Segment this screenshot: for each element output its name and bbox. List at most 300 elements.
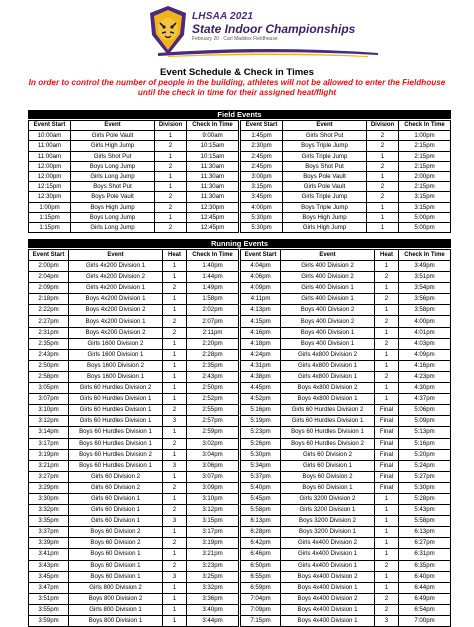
table-cell: 6:42pm bbox=[241, 538, 281, 549]
table-cell: Girls 60 Hurdles Division 1 bbox=[69, 405, 163, 416]
table-cell: 4:37pm bbox=[399, 394, 451, 405]
table-cell: 3:10pm bbox=[187, 493, 239, 504]
table-cell: 1 bbox=[367, 202, 399, 212]
table-cell: 9:00am bbox=[187, 131, 239, 141]
table-cell: 1 bbox=[163, 427, 187, 438]
table-row bbox=[241, 416, 451, 427]
table-cell: 4:16pm bbox=[241, 327, 281, 338]
table-cell: Girls Shot Put bbox=[283, 131, 367, 141]
table-row bbox=[29, 305, 239, 316]
table-row bbox=[29, 182, 239, 192]
table-cell: 3:58pm bbox=[399, 305, 451, 316]
table-cell: 2 bbox=[375, 272, 399, 283]
table-cell: 3:02pm bbox=[187, 438, 239, 449]
table-cell: 2:31pm bbox=[29, 327, 69, 338]
table-cell: Girls 3200 Division 1 bbox=[281, 505, 375, 516]
table-cell: 2:15pm bbox=[399, 141, 451, 151]
notice-line-1: In order to control the number of people in the building, athletes will not be allowed to enter the Fieldhouse bbox=[28, 78, 446, 87]
table-row bbox=[241, 604, 451, 615]
table-row bbox=[29, 360, 239, 371]
table-header-row bbox=[29, 121, 239, 131]
table-row bbox=[29, 192, 239, 202]
table-row bbox=[241, 305, 451, 316]
table-cell: 5:26pm bbox=[241, 438, 281, 449]
table-cell: Girls 1600 Division 1 bbox=[69, 349, 163, 360]
table-row bbox=[241, 482, 451, 493]
table-cell: Girls 60 Division 2 bbox=[69, 471, 163, 482]
table-cell: 11:30am bbox=[187, 182, 239, 192]
table-cell: 1 bbox=[367, 212, 399, 222]
table-row bbox=[241, 427, 451, 438]
table-row bbox=[29, 571, 239, 582]
running-events-table-right bbox=[240, 249, 451, 627]
notice-line-2: until the check in time for their assigned heat/flight bbox=[137, 87, 337, 97]
table-cell: 1 bbox=[163, 604, 187, 615]
table-cell: Boys High Jump bbox=[283, 212, 367, 222]
table-cell: 4:01pm bbox=[399, 327, 451, 338]
table-cell: 2 bbox=[163, 538, 187, 549]
table-cell: 5:45pm bbox=[241, 493, 281, 504]
table-cell: 3:12pm bbox=[29, 416, 69, 427]
table-cell: 6:54pm bbox=[399, 604, 451, 615]
table-cell: 2:45pm bbox=[241, 161, 283, 171]
table-cell: Girls 60 Hurdles Division 2 bbox=[69, 383, 163, 394]
table-cell: 2:43pm bbox=[29, 349, 69, 360]
table-row bbox=[29, 283, 239, 294]
table-cell: 12:00pm bbox=[29, 172, 71, 182]
table-row bbox=[241, 394, 451, 405]
table-row bbox=[29, 338, 239, 349]
table-cell: 5:23pm bbox=[241, 427, 281, 438]
table-cell: 6:59pm bbox=[241, 582, 281, 593]
table-cell: 2 bbox=[163, 316, 187, 327]
table-cell: 2:00pm bbox=[399, 172, 451, 182]
table-row bbox=[241, 527, 451, 538]
table-cell: 1:15pm bbox=[29, 223, 71, 233]
table-row bbox=[241, 516, 451, 527]
table-cell: 3:32pm bbox=[187, 582, 239, 593]
table-cell: 1 bbox=[367, 172, 399, 182]
table-cell: 2:09pm bbox=[29, 283, 69, 294]
table-cell: Girls 60 Division 1 bbox=[69, 505, 163, 516]
table-cell: 1 bbox=[163, 272, 187, 283]
table-cell: Final bbox=[375, 449, 399, 460]
table-cell: 7:15pm bbox=[241, 616, 281, 627]
table-cell: Boys 400 Division 2 bbox=[281, 316, 375, 327]
table-cell: 2 bbox=[163, 405, 187, 416]
table-cell: 12:00pm bbox=[29, 161, 71, 171]
table-cell: Boys 60 Hurdles Division 1 bbox=[69, 460, 163, 471]
column-header: Event bbox=[283, 121, 367, 131]
running-events-section bbox=[28, 239, 451, 627]
table-cell: Girls Shot Put bbox=[71, 151, 155, 161]
column-header: Check In Time bbox=[399, 250, 451, 261]
table-row bbox=[241, 383, 451, 394]
table-cell: 1 bbox=[375, 394, 399, 405]
table-cell: 1 bbox=[163, 549, 187, 560]
table-cell: 1 bbox=[163, 493, 187, 504]
table-cell: 5:30pm bbox=[241, 449, 281, 460]
table-cell: 5:30pm bbox=[241, 212, 283, 222]
table-cell: 3:37pm bbox=[29, 527, 69, 538]
table-cell: Boys 1600 Division 2 bbox=[69, 360, 163, 371]
table-cell: 3:15pm bbox=[187, 516, 239, 527]
table-cell: 5:58pm bbox=[399, 516, 451, 527]
table-cell: 2:22pm bbox=[29, 305, 69, 316]
table-cell: 11:00am bbox=[29, 141, 71, 151]
table-cell: 4:23pm bbox=[399, 371, 451, 382]
table-cell: Boys 400 Division 1 bbox=[281, 338, 375, 349]
table-cell: Boys 3200 Division 1 bbox=[281, 527, 375, 538]
table-row bbox=[241, 182, 451, 192]
table-cell: 4:52pm bbox=[241, 394, 281, 405]
table-cell: Final bbox=[375, 438, 399, 449]
table-cell: 1:49pm bbox=[187, 283, 239, 294]
brand-line-2: State Indoor Championships bbox=[192, 22, 356, 36]
table-cell: 5:37pm bbox=[241, 471, 281, 482]
table-cell: 5:34pm bbox=[241, 460, 281, 471]
table-cell: 6:49pm bbox=[399, 593, 451, 604]
table-cell: Boys 4x800 Division 2 bbox=[281, 383, 375, 394]
table-cell: 11:00am bbox=[29, 151, 71, 161]
table-cell: Girls 4x400 Division 1 bbox=[281, 560, 375, 571]
table-cell: Girls Pole Vault bbox=[71, 131, 155, 141]
table-cell: 2:18pm bbox=[29, 294, 69, 305]
table-cell: 1:15pm bbox=[29, 212, 71, 222]
table-cell: 4:00pm bbox=[399, 316, 451, 327]
table-row bbox=[29, 471, 239, 482]
column-header: Event bbox=[281, 250, 375, 261]
table-cell: 2 bbox=[163, 283, 187, 294]
column-header: Event bbox=[71, 121, 155, 131]
table-cell: Final bbox=[375, 416, 399, 427]
table-cell: 2 bbox=[155, 141, 187, 151]
table-cell: Boys 60 Division 2 bbox=[69, 538, 163, 549]
column-header: Check In Time bbox=[187, 121, 239, 131]
table-cell: 5:20pm bbox=[399, 449, 451, 460]
table-cell: Girls 4x200 Division 1 bbox=[69, 283, 163, 294]
table-cell: 2:45pm bbox=[241, 151, 283, 161]
table-cell: 1 bbox=[375, 349, 399, 360]
table-cell: 4:31pm bbox=[241, 360, 281, 371]
table-cell: Final bbox=[375, 471, 399, 482]
table-cell: Boys 60 Hurdles Division 1 bbox=[281, 427, 375, 438]
table-cell: 3:56pm bbox=[399, 294, 451, 305]
table-cell: 4:06pm bbox=[241, 272, 281, 283]
table-cell: Girls 4x800 Division 2 bbox=[281, 349, 375, 360]
table-cell: 5:28pm bbox=[399, 493, 451, 504]
table-cell: 2 bbox=[367, 141, 399, 151]
table-cell: Boys Triple Jump bbox=[283, 202, 367, 212]
column-header: Check In Time bbox=[187, 250, 239, 261]
brand-line-1: LHSAA 2021 bbox=[192, 11, 254, 22]
table-cell: 1 bbox=[163, 593, 187, 604]
field-events-table-left bbox=[28, 120, 239, 233]
table-cell: 12:45pm bbox=[187, 212, 239, 222]
table-cell: 1 bbox=[155, 182, 187, 192]
table-cell: 3:29pm bbox=[29, 482, 69, 493]
table-row bbox=[241, 261, 451, 272]
table-cell: Boys 4x200 Division 1 bbox=[69, 316, 163, 327]
table-cell: 1 bbox=[375, 582, 399, 593]
table-cell: 2:50pm bbox=[29, 360, 69, 371]
table-cell: 5:00pm bbox=[399, 212, 451, 222]
column-header: Division bbox=[155, 121, 187, 131]
field-events-table-right bbox=[240, 120, 451, 233]
table-cell: 3:36pm bbox=[187, 593, 239, 604]
table-cell: Boys 60 Division 1 bbox=[69, 571, 163, 582]
table-cell: 4:03pm bbox=[399, 338, 451, 349]
table-row bbox=[29, 438, 239, 449]
table-cell: Girls Triple Jump bbox=[283, 151, 367, 161]
table-row bbox=[29, 141, 239, 151]
table-cell: 2:57pm bbox=[187, 416, 239, 427]
table-row bbox=[241, 294, 451, 305]
table-row bbox=[29, 151, 239, 161]
table-cell: 1 bbox=[375, 516, 399, 527]
table-cell: 1 bbox=[375, 505, 399, 516]
table-cell: Girls 400 Division 1 bbox=[281, 294, 375, 305]
table-row bbox=[241, 141, 451, 151]
table-cell: 3:47pm bbox=[29, 582, 69, 593]
table-cell: 1 bbox=[375, 305, 399, 316]
table-cell: Boys 4x200 Division 2 bbox=[69, 305, 163, 316]
table-cell: 5:43pm bbox=[399, 505, 451, 516]
table-cell: 3:43pm bbox=[29, 560, 69, 571]
table-row bbox=[241, 571, 451, 582]
table-cell: 3 bbox=[163, 416, 187, 427]
table-cell: 3:07pm bbox=[29, 394, 69, 405]
swoosh-graphic bbox=[158, 47, 378, 57]
table-cell: Girls Triple Jump bbox=[283, 192, 367, 202]
table-cell: Boys Long Jump bbox=[71, 212, 155, 222]
table-cell: 11:30am bbox=[187, 192, 239, 202]
table-cell: 3:39pm bbox=[29, 538, 69, 549]
table-cell: Girls 4x200 Division 2 bbox=[69, 272, 163, 283]
table-cell: Girls 400 Division 2 bbox=[281, 261, 375, 272]
table-cell: 4:00pm bbox=[241, 202, 283, 212]
table-cell: Boys 4x400 Division 1 bbox=[281, 616, 375, 627]
table-cell: Girls 60 Hurdles Division 1 bbox=[281, 416, 375, 427]
table-cell: Boys 60 Division 1 bbox=[69, 549, 163, 560]
table-cell: 1 bbox=[155, 172, 187, 182]
table-row bbox=[241, 283, 451, 294]
table-cell: 3:15pm bbox=[241, 182, 283, 192]
brand-line-3: February 20 · Carl Maddox Fieldhouse bbox=[192, 36, 278, 42]
table-cell: 6:44pm bbox=[399, 582, 451, 593]
table-cell: 5:13pm bbox=[399, 427, 451, 438]
table-row bbox=[29, 593, 239, 604]
field-events-banner: Field Events bbox=[28, 110, 451, 119]
table-cell: 2 bbox=[375, 371, 399, 382]
table-cell: Final bbox=[375, 427, 399, 438]
table-cell: 1 bbox=[163, 338, 187, 349]
table-cell: 4:11pm bbox=[241, 294, 281, 305]
table-cell: Girls 400 Division 1 bbox=[281, 283, 375, 294]
table-cell: 2:43pm bbox=[187, 371, 239, 382]
table-cell: Girls 60 Division 2 bbox=[69, 482, 163, 493]
table-cell: 3:44pm bbox=[187, 616, 239, 627]
table-cell: 4:09pm bbox=[399, 349, 451, 360]
table-cell: 2 bbox=[375, 316, 399, 327]
table-cell: Boys 60 Hurdles Division 1 bbox=[69, 427, 163, 438]
table-cell: 3:00pm bbox=[241, 172, 283, 182]
table-cell: 3:35pm bbox=[29, 516, 69, 527]
table-cell: Boys 60 Division 1 bbox=[69, 560, 163, 571]
table-cell: 3:41pm bbox=[29, 549, 69, 560]
table-cell: 1 bbox=[375, 538, 399, 549]
table-cell: 2:00pm bbox=[29, 261, 69, 272]
table-cell: 3:05pm bbox=[29, 383, 69, 394]
table-cell: 2:35pm bbox=[187, 360, 239, 371]
table-cell: Boys 4x400 Division 1 bbox=[281, 604, 375, 615]
table-row bbox=[241, 360, 451, 371]
table-cell: 3 bbox=[375, 616, 399, 627]
table-cell: 1 bbox=[155, 151, 187, 161]
table-cell: 2:50pm bbox=[187, 383, 239, 394]
table-row bbox=[241, 560, 451, 571]
table-cell: 2 bbox=[375, 294, 399, 305]
table-cell: 6:55pm bbox=[241, 571, 281, 582]
table-cell: 1 bbox=[163, 394, 187, 405]
table-cell: 3 bbox=[163, 516, 187, 527]
table-cell: 2 bbox=[375, 338, 399, 349]
table-cell: 1 bbox=[375, 549, 399, 560]
column-header: Heat bbox=[375, 250, 399, 261]
table-cell: 3:51pm bbox=[399, 272, 451, 283]
table-cell: 1 bbox=[375, 283, 399, 294]
table-cell: Girls 60 Division 1 bbox=[281, 460, 375, 471]
table-row bbox=[241, 471, 451, 482]
table-row bbox=[241, 161, 451, 171]
table-cell: 1 bbox=[163, 261, 187, 272]
table-row bbox=[29, 538, 239, 549]
table-cell: 2:15pm bbox=[399, 161, 451, 171]
table-cell: Final bbox=[375, 405, 399, 416]
table-cell: 3:07pm bbox=[187, 471, 239, 482]
table-cell: 1 bbox=[163, 616, 187, 627]
table-row bbox=[29, 383, 239, 394]
table-cell: 2:55pm bbox=[187, 405, 239, 416]
table-cell: 3:14pm bbox=[29, 427, 69, 438]
table-cell: 5:24pm bbox=[399, 460, 451, 471]
table-cell: 1:00pm bbox=[29, 202, 71, 212]
table-row bbox=[29, 604, 239, 615]
table-row bbox=[29, 327, 239, 338]
table-cell: Boys 4x200 Division 2 bbox=[69, 327, 163, 338]
table-row bbox=[241, 371, 451, 382]
table-cell: 3:25pm bbox=[187, 571, 239, 582]
table-cell: 2:07pm bbox=[187, 316, 239, 327]
table-cell: 11:30am bbox=[187, 161, 239, 171]
table-cell: Boys Triple Jump bbox=[283, 141, 367, 151]
table-cell: Boys 60 Division 2 bbox=[281, 471, 375, 482]
table-cell: Girls 60 Division 1 bbox=[69, 516, 163, 527]
table-row bbox=[241, 549, 451, 560]
table-cell: 3:10pm bbox=[29, 405, 69, 416]
table-row bbox=[29, 505, 239, 516]
table-cell: Final bbox=[375, 482, 399, 493]
table-row bbox=[241, 316, 451, 327]
table-cell: Girls 60 Division 2 bbox=[281, 449, 375, 460]
table-cell: 1 bbox=[163, 360, 187, 371]
table-cell: 4:38pm bbox=[241, 371, 281, 382]
table-cell: Girls 60 Hurdles Division 2 bbox=[281, 405, 375, 416]
table-cell: Girls 4x400 Division 2 bbox=[281, 538, 375, 549]
table-row bbox=[29, 427, 239, 438]
column-header: Event Start bbox=[29, 250, 69, 261]
table-cell: Girls 60 Division 1 bbox=[69, 493, 163, 504]
table-cell: 2 bbox=[375, 593, 399, 604]
table-cell: 3:17pm bbox=[187, 527, 239, 538]
table-cell: 2:59pm bbox=[187, 427, 239, 438]
table-cell: 3 bbox=[163, 571, 187, 582]
table-cell: 2 bbox=[155, 202, 187, 212]
table-cell: Boys 4x400 Division 1 bbox=[281, 582, 375, 593]
table-cell: Girls 800 Division 2 bbox=[69, 582, 163, 593]
table-cell: 3:49pm bbox=[399, 261, 451, 272]
table-cell: 2 bbox=[367, 182, 399, 192]
table-cell: 3:15pm bbox=[399, 202, 451, 212]
table-cell: 2 bbox=[375, 560, 399, 571]
table-row bbox=[241, 582, 451, 593]
table-cell: 1:40pm bbox=[187, 261, 239, 272]
table-row bbox=[29, 371, 239, 382]
table-cell: 1:00pm bbox=[399, 131, 451, 141]
table-cell: Boys Pole Vault bbox=[71, 192, 155, 202]
table-cell: 11:30am bbox=[187, 172, 239, 182]
table-cell: 3:59pm bbox=[29, 616, 69, 627]
table-cell: 3:15pm bbox=[399, 192, 451, 202]
table-row bbox=[241, 616, 451, 627]
table-cell: Girls 1600 Division 2 bbox=[69, 338, 163, 349]
table-cell: 1:45pm bbox=[241, 131, 283, 141]
table-row bbox=[29, 449, 239, 460]
table-cell: 2 bbox=[163, 505, 187, 516]
table-cell: 1 bbox=[375, 261, 399, 272]
table-cell: Final bbox=[375, 460, 399, 471]
table-cell: Girls 60 Hurdles Division 1 bbox=[69, 416, 163, 427]
table-cell: 3:45pm bbox=[241, 192, 283, 202]
table-cell: Boys 400 Division 1 bbox=[281, 327, 375, 338]
table-cell: 2:58pm bbox=[29, 371, 69, 382]
table-cell: 3:32pm bbox=[29, 505, 69, 516]
table-cell: 2 bbox=[155, 192, 187, 202]
table-row bbox=[29, 527, 239, 538]
table-cell: Boys 4x400 Division 2 bbox=[281, 571, 375, 582]
table-row bbox=[241, 460, 451, 471]
table-row bbox=[241, 172, 451, 182]
table-row bbox=[29, 493, 239, 504]
table-cell: 2 bbox=[367, 131, 399, 141]
table-cell: 1 bbox=[163, 371, 187, 382]
table-cell: 1 bbox=[375, 327, 399, 338]
table-cell: 2:28pm bbox=[187, 349, 239, 360]
table-cell: Boys 1600 Division 1 bbox=[69, 371, 163, 382]
table-cell: Boys High Jump bbox=[71, 202, 155, 212]
table-cell: 1 bbox=[155, 212, 187, 222]
table-row bbox=[241, 223, 451, 233]
table-cell: Girls 4x800 Division 1 bbox=[281, 371, 375, 382]
table-cell: 2:04pm bbox=[29, 272, 69, 283]
table-cell: 4:18pm bbox=[241, 338, 281, 349]
notice-text bbox=[10, 78, 464, 98]
header bbox=[0, 0, 474, 66]
table-cell: Girls 4x200 Division 1 bbox=[69, 261, 163, 272]
table-cell: 1 bbox=[155, 131, 187, 141]
table-cell: 3:40pm bbox=[187, 604, 239, 615]
table-cell: 5:30pm bbox=[399, 482, 451, 493]
